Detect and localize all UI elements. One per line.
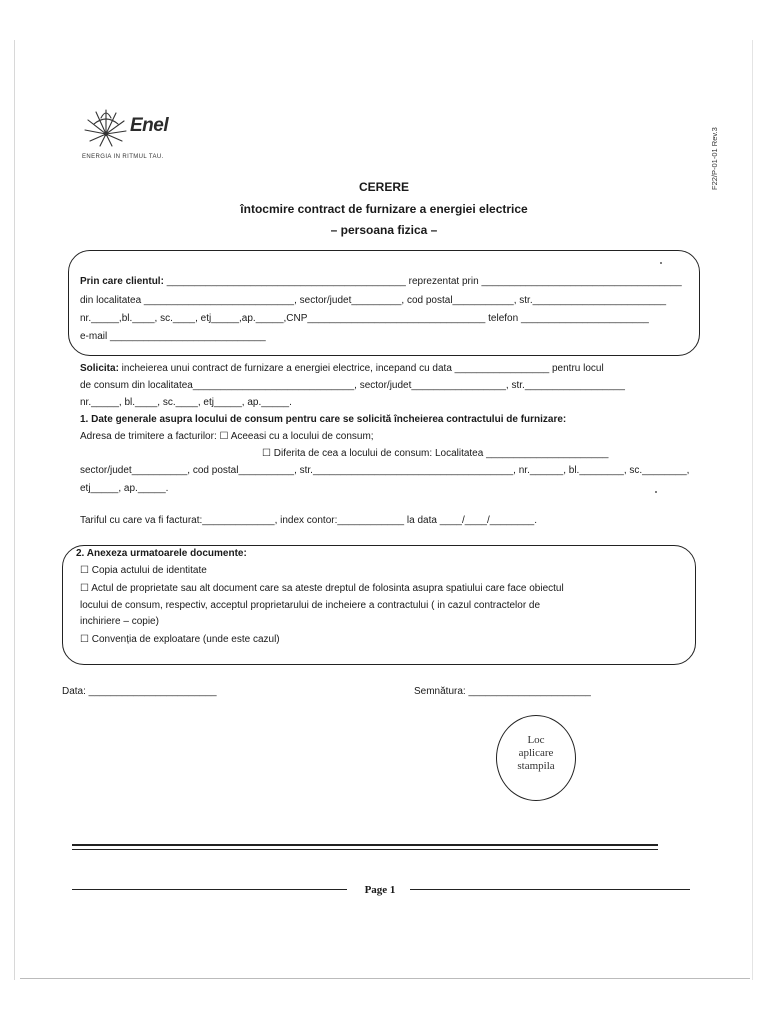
client-line-1 (80, 275, 682, 289)
enel-sun-icon (82, 106, 128, 148)
enel-logo (82, 106, 222, 166)
logo-wordmark: Enel (130, 115, 169, 136)
doc-item-ownership-3: inchiriere – copie) (80, 616, 159, 627)
doc-item-ownership-2: locului de consum, respectiv, acceptul proprietarului de incheiere a contractului ( in cazul contractelor de (80, 600, 541, 611)
page-subtitle-person-type: – persoana fizica – (330, 223, 438, 237)
billing-etj-line: etj_____, ap._____. (80, 483, 169, 494)
doc-item-id-copy: ☐ Copia actului de identitate (80, 565, 207, 576)
client-email-line: e-mail ____________________________ (80, 331, 266, 342)
stamp-line-1: Loc (527, 734, 545, 746)
date-field: Data: _______________________ (62, 686, 217, 697)
footer-rule-thin (72, 849, 658, 850)
scan-speck (655, 491, 657, 493)
scan-bottom-line (20, 978, 750, 979)
doc-item-ownership-1: ☐ Actul de proprietate sau alt document care sa ateste dreptul de folosinta asupra spatiului care face obiectul (80, 583, 564, 594)
solicita-line-1 (80, 362, 604, 376)
billing-sector-line: sector/judet__________, cod postal__________, str.____________________________________, nr.______, bl.________, sc.________, (80, 465, 690, 476)
signature-field: Semnătura: ______________________ (414, 686, 591, 697)
client-line-3: nr._____,bl.____, sc.____, etj_____,ap._____,CNP________________________________ telefon _______________________ (80, 313, 649, 324)
billing-address-label: Adresa de trimitere a facturilor: (80, 431, 217, 442)
stamp-line-3: stampila (517, 760, 555, 772)
scan-speck (660, 262, 662, 264)
solicita-label: Solicita: (80, 363, 119, 374)
tariff-line: Tariful cu care va fi facturat:_____________, index contor:____________ la data ____/____/________. (80, 515, 538, 526)
solicita-line-3: nr._____, bl.____, sc.____, etj_____, ap._____. (80, 397, 292, 408)
client-label: Prin care clientul: (80, 276, 164, 287)
section-2-heading: 2. Anexeza urmatoarele documente: (76, 548, 247, 559)
solicita-text: incheierea unui contract de furnizare a energiei electrice, incepand cu data _________________ pentru locul (118, 363, 604, 374)
page-subtitle: întocmire contract de furnizare a energiei electrice (240, 202, 528, 216)
stamp-line-2: aplicare (518, 747, 554, 759)
document-code-text: F22/P-01-01 Rev.3 (710, 127, 719, 190)
page-number: Page 1 (364, 884, 396, 896)
option-same-address: ☐ Aceeasi cu a locului de consum; (219, 431, 374, 442)
stamp-placeholder (496, 715, 576, 801)
option-different-address: ☐ Diferita de cea a locului de consum: Localitatea ______________________ (262, 448, 609, 459)
billing-address-line (80, 430, 374, 444)
solicita-line-2: de consum din localitatea_____________________________, sector/judet_________________, str.__________________ (80, 380, 625, 391)
client-line-2: din localitatea ___________________________, sector/judet_________, cod postal___________, str.________________________ (80, 295, 667, 306)
client-name-field: ___________________________________________ reprezentat prin ____________________________________ (166, 276, 682, 287)
footer-rule-thick (72, 844, 658, 846)
stamp-text (497, 734, 575, 773)
page-rule-right (410, 889, 690, 890)
doc-item-convention: ☐ Convenția de exploatare (unde este cazul) (80, 634, 280, 645)
page-title: CERERE (358, 180, 409, 194)
logo-tagline: ENERGIA IN RITMUL TAU. (82, 154, 164, 160)
section-1-heading: 1. Date generale asupra locului de consum pentru care se solicită încheierea contractului de furnizare: (80, 414, 567, 425)
page-rule-left (72, 889, 347, 890)
